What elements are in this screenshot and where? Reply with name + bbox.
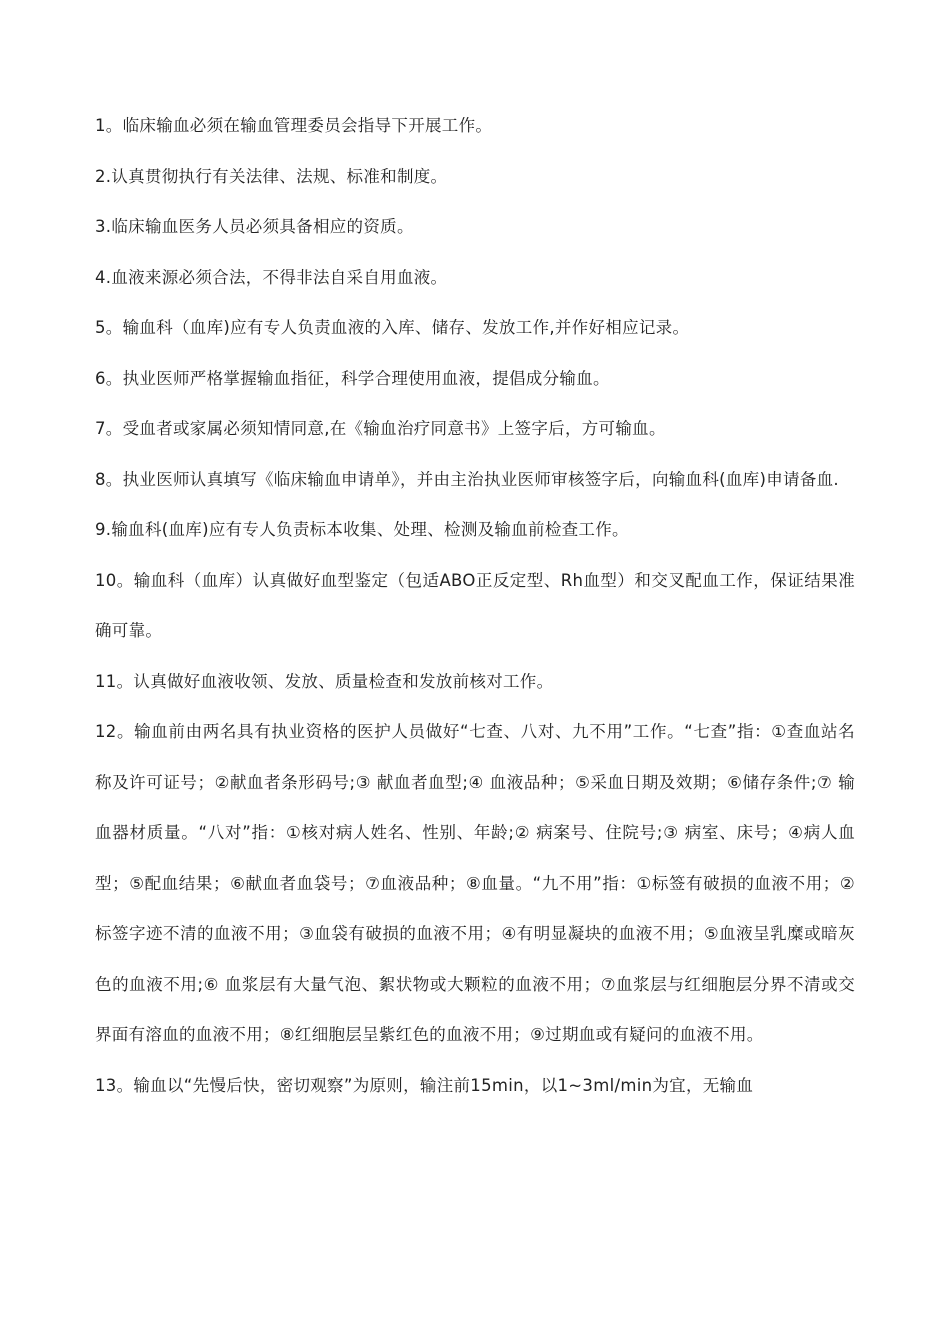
paragraph-5: 5。输血科（血库)应有专人负责血液的入库、储存、发放工作,并作好相应记录。	[95, 318, 690, 337]
paragraph-12: 12。输血前由两名具有执业资格的医护人员做好“七查、八对、九不用”工作。“七查”指：①查血站名称及许可证号；②献血者条形码号;③ 献血者血型;④ 血液品种；⑤采血日期及效期；⑥储存条件;⑦ 输血器材质量。“八对”指：①核对病人姓名、性别、年龄;② 病案号、住院号;③ 病室、床号；④病人血型；⑤配血结果；⑥献血者血袋号；⑦血液品种；⑧血量。“九不用”指：①标签有破损的血液不用；②标签字迹不清的血液不用；③血袋有破损的血液不用；④有明显凝块的血液不用；⑤血液呈乳糜或暗灰色的血液不用;⑥ 血浆层有大量气泡、絮状物或大颗粒的血液不用；⑦血浆层与红细胞层分界不清或交界面有溶血的血液不用；⑧红细胞层呈紫红色的血液不用；⑨过期血或有疑问的血液不用。	[95, 722, 855, 1044]
paragraph-3: 3.临床输血医务人员必须具备相应的资质。	[95, 217, 414, 236]
paragraph-4: 4.血液来源必须合法，不得非法自采自用血液。	[95, 267, 448, 287]
document-body	[95, 101, 855, 1111]
paragraph-2: 2.认真贯彻执行有关法律、法规、标准和制度。	[95, 166, 448, 186]
paragraph-7: 7。受血者或家属必须知情同意,在《输血治疗同意书》上签字后，方可输血。	[95, 419, 666, 438]
paragraph-8: 8。执业医师认真填写《临床输血申请单》，并由主治执业医师审核签字后，向输血科(血库)申请备血.	[95, 469, 839, 489]
paragraph-13: 13。输血以“先慢后快，密切观察”为原则，输注前15min，以1~3ml/min为宜，无输血	[95, 1075, 754, 1095]
paragraph-9: 9.输血科(血库)应有专人负责标本收集、处理、检测及输血前检查工作。	[95, 520, 629, 539]
paragraph-6: 6。执业医师严格掌握输血指征，科学合理使用血液，提倡成分输血。	[95, 368, 610, 388]
paragraph-10: 10。输血科（血库）认真做好血型鉴定（包适ABO正反定型、Rh血型）和交叉配血工作，保证结果准确可靠。	[95, 570, 855, 640]
paragraph-1: 1。临床输血必须在输血管理委员会指导下开展工作。	[95, 116, 493, 135]
paragraph-11: 11。认真做好血液收领、发放、质量检查和发放前核对工作。	[95, 671, 554, 691]
